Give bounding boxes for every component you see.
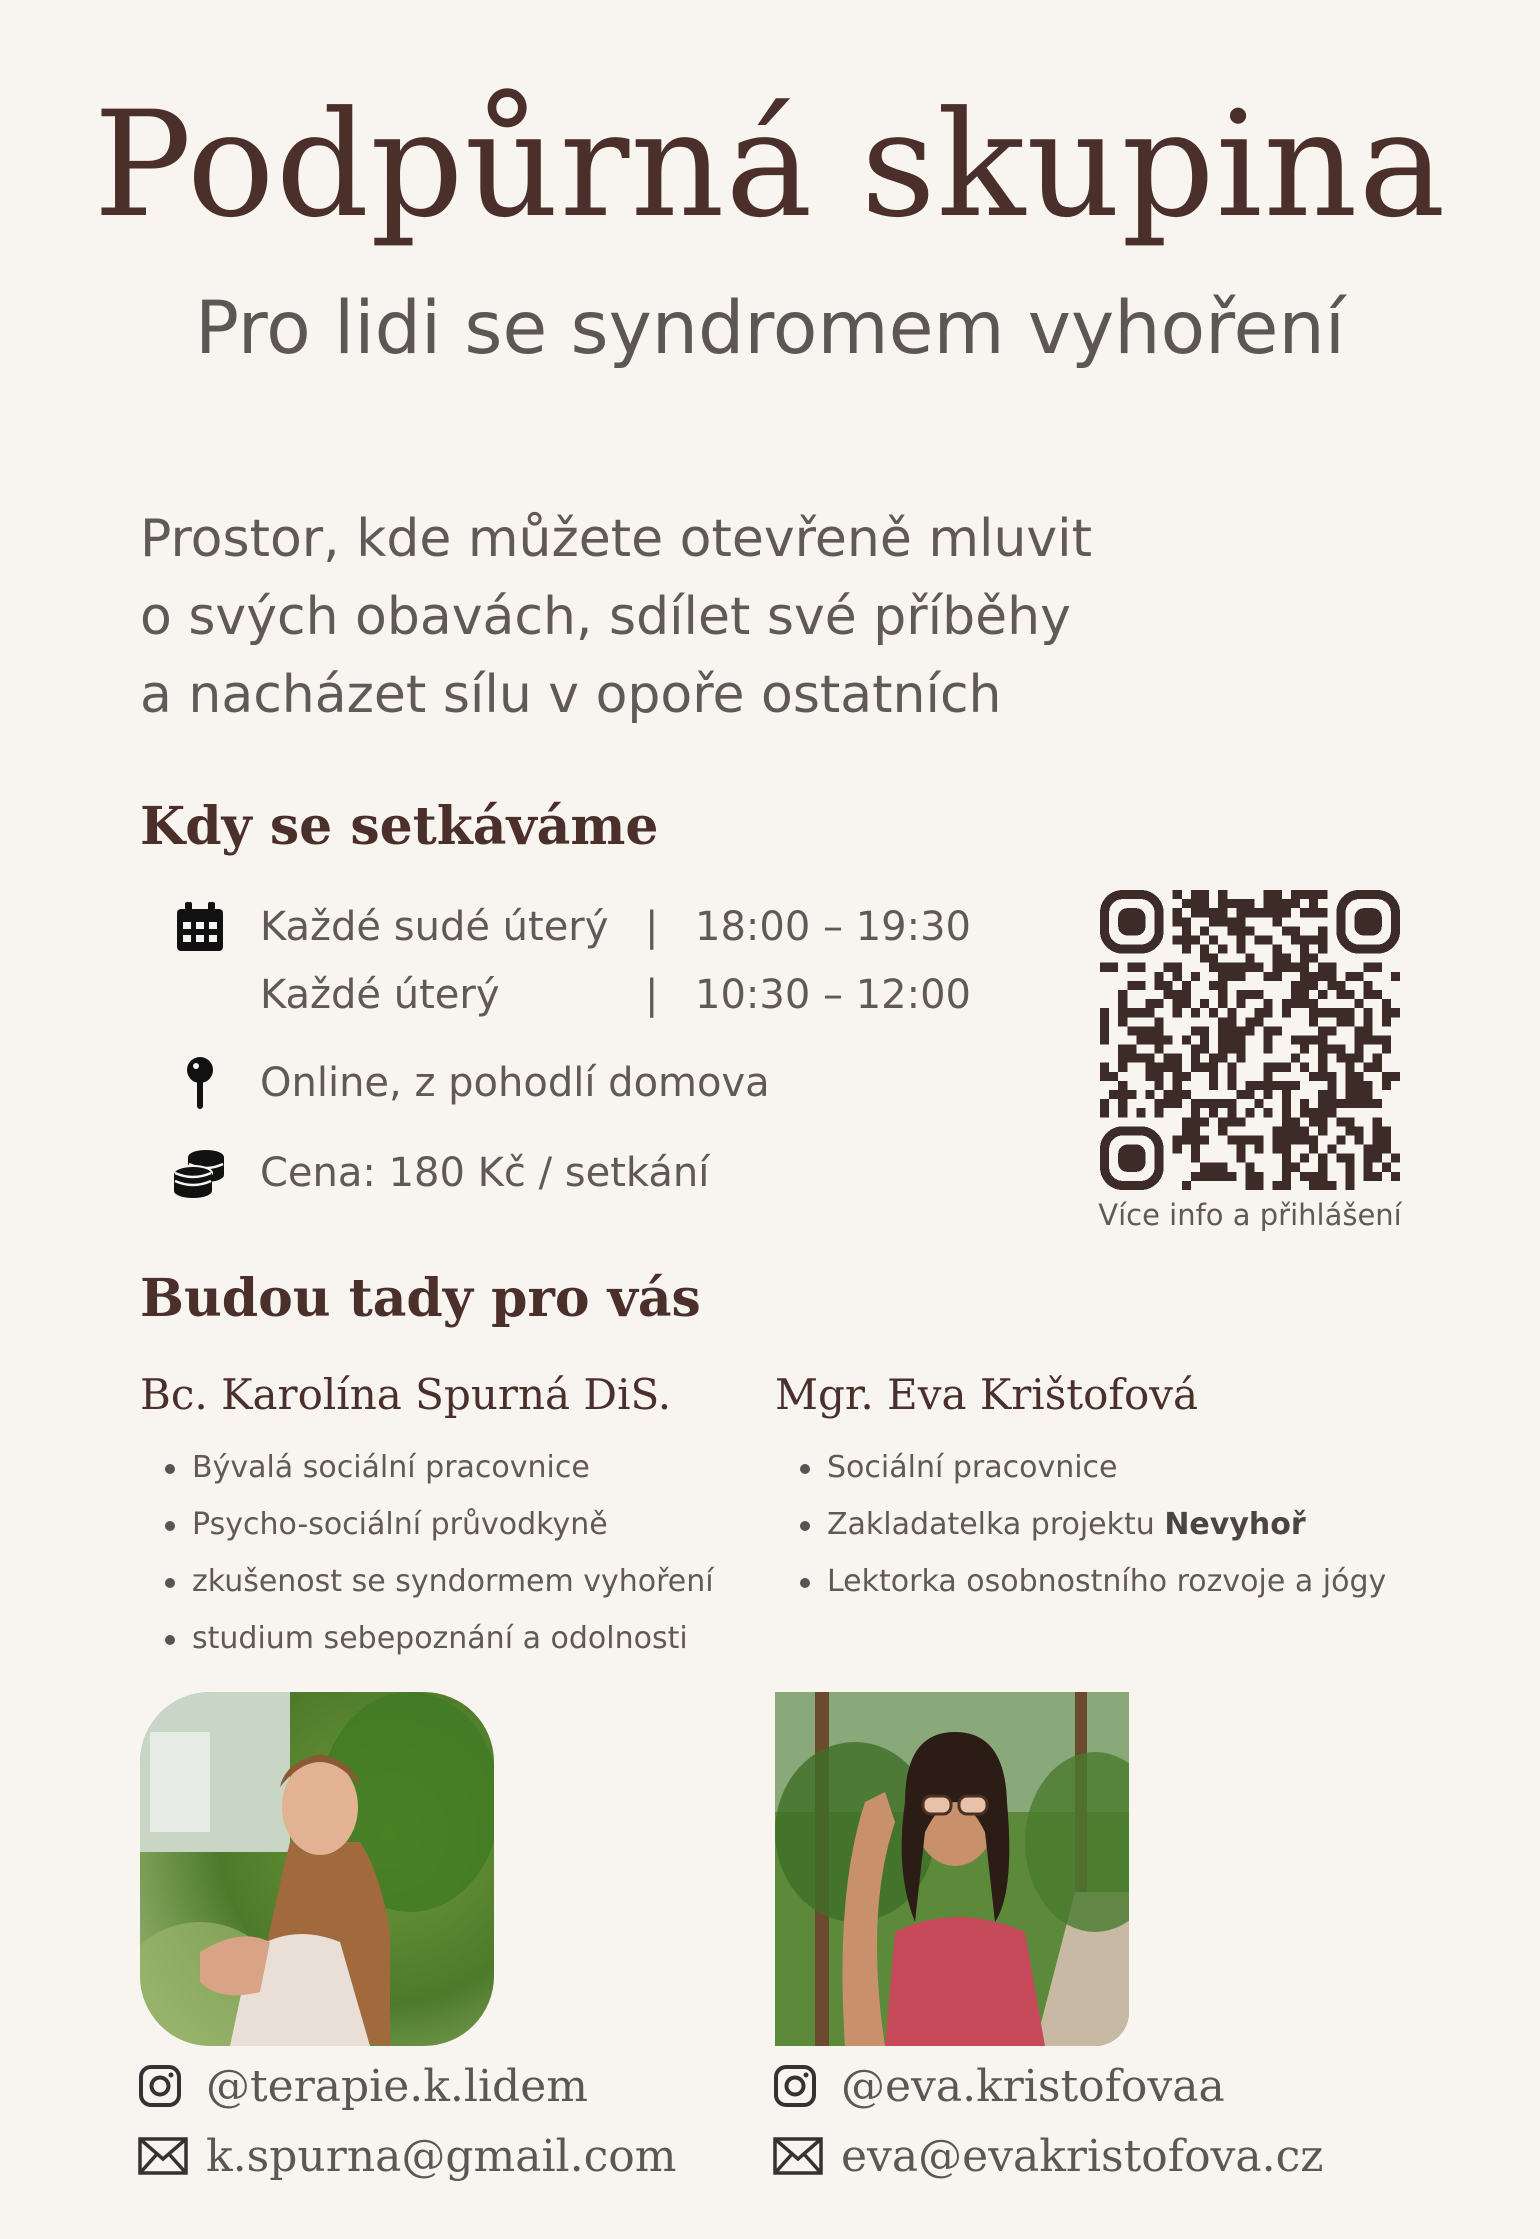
- bullet-text: Zakladatelka projektu: [827, 1507, 1165, 1542]
- intro-line: o svých obavách, sdílet své příběhy: [140, 587, 1071, 647]
- qr-caption: Více info a přihlášení: [1098, 1198, 1402, 1232]
- email-link[interactable]: [138, 2126, 676, 2186]
- person-name: Mgr. Eva Krištofová: [775, 1370, 1199, 1419]
- people-heading: Budou tady pro vás: [140, 1268, 701, 1329]
- email-link[interactable]: [773, 2126, 1323, 2186]
- email-address: eva@evakristofova.cz: [841, 2130, 1324, 2182]
- meeting-time: 18:00 – 19:30: [695, 904, 971, 950]
- meeting-row: [140, 892, 971, 962]
- person-name: Bc. Karolína Spurná DiS.: [140, 1370, 672, 1419]
- email-address: k.spurna@gmail.com: [206, 2130, 677, 2182]
- calendar-icon: [140, 901, 260, 953]
- person-card: [775, 1370, 1387, 1610]
- bullet-item: studium sebepoznání a odolnosti: [140, 1610, 740, 1667]
- instagram-icon: [138, 2064, 206, 2108]
- intro-text: [140, 500, 1140, 734]
- price-row: [140, 1138, 709, 1208]
- meeting-row: [140, 960, 971, 1030]
- bullet-item: Bývalá sociální pracovnice: [140, 1439, 740, 1496]
- meeting-day: Každé úterý: [260, 972, 500, 1018]
- location-text: Online, z pohodlí domova: [260, 1060, 770, 1106]
- person-bullets: [775, 1439, 1387, 1610]
- qr-code[interactable]: [1100, 890, 1400, 1190]
- mail-icon: [773, 2137, 841, 2175]
- person-photo: [140, 1692, 494, 2046]
- instagram-link[interactable]: [773, 2056, 1225, 2116]
- schedule-heading: Kdy se setkáváme: [140, 796, 659, 857]
- person-card: [140, 1370, 740, 1667]
- person-bullets: [140, 1439, 740, 1667]
- meeting-time: 10:30 – 12:00: [695, 972, 971, 1018]
- person-photo: [775, 1692, 1129, 2046]
- meeting-day: Každé sudé úterý: [260, 904, 609, 950]
- separator: |: [645, 904, 659, 950]
- page-subtitle: Pro lidi se syndromem vyhoření: [195, 286, 1345, 371]
- intro-line: a nacházet sílu v opoře ostatních: [140, 665, 1002, 725]
- intro-line: Prostor, kde můžete otevřeně mluvit: [140, 509, 1093, 569]
- bullet-item: Sociální pracovnice: [775, 1439, 1375, 1496]
- instagram-link[interactable]: [138, 2056, 588, 2116]
- bullet-item: Psycho-sociální průvodkyně: [140, 1496, 740, 1553]
- price-text: Cena: 180 Kč / setkání: [260, 1150, 710, 1196]
- bullet-item: [775, 1496, 1375, 1553]
- coins-icon: [140, 1147, 260, 1199]
- instagram-icon: [773, 2064, 841, 2108]
- project-name: Nevyhoř: [1164, 1507, 1306, 1542]
- page-title: Podpůrná skupina: [93, 80, 1447, 250]
- separator: |: [645, 972, 659, 1018]
- mail-icon: [138, 2137, 206, 2175]
- location-row: [140, 1048, 770, 1118]
- bullet-item: Lektorka osobnostního rozvoje a jógy: [775, 1553, 1375, 1610]
- instagram-handle: @eva.kristofovaa: [841, 2060, 1225, 2112]
- bullet-item: zkušenost se syndormem vyhoření: [140, 1553, 740, 1610]
- instagram-handle: @terapie.k.lidem: [206, 2060, 588, 2112]
- pin-icon: [140, 1056, 260, 1110]
